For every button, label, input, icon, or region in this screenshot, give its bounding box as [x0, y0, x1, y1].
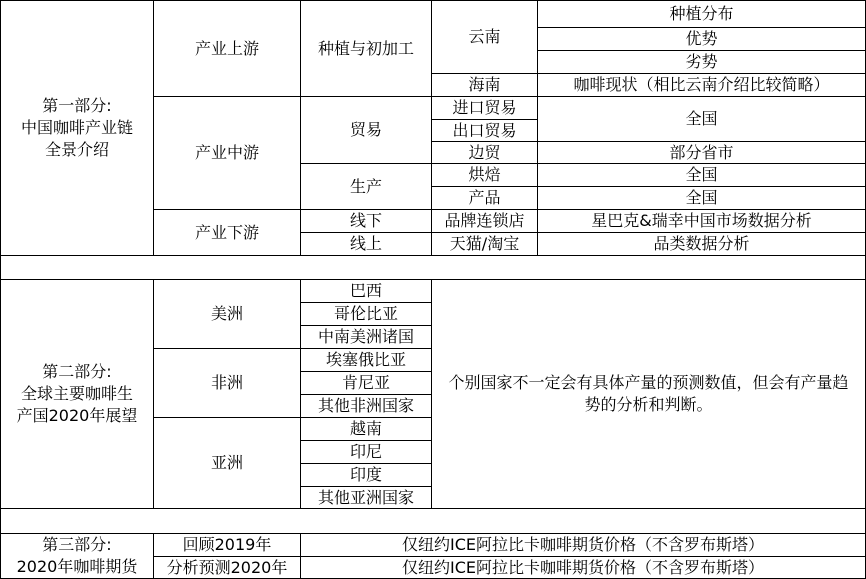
import-export-scope: 全国: [537, 96, 866, 142]
spacer-row-1: [0, 255, 866, 280]
border-trade-scope: 部分省市: [537, 141, 866, 164]
export-trade: 出口贸易: [431, 119, 538, 142]
section3-title-line2: 2020年咖啡期货: [16, 557, 138, 576]
online-desc: 品类数据分析: [537, 232, 866, 256]
section3-title-line1: 第三部分:: [42, 535, 112, 554]
section3-title: [0, 533, 154, 579]
review-2019-label: 回顾2019年: [153, 533, 301, 557]
section2-title-line1: 第二部分:: [42, 362, 112, 381]
offline-channel: 品牌连锁店: [431, 209, 538, 233]
country-indonesia: 印尼: [300, 440, 432, 464]
forecast-2020-label: 分析预测2020年: [153, 556, 301, 579]
yunnan-item-distribution: 种植分布: [537, 0, 866, 28]
country-central-south-america: 中南美洲诸国: [300, 325, 432, 349]
spacer-row-2: [0, 508, 866, 534]
offline-desc: 星巴克&瑞幸中国市场数据分析: [537, 209, 866, 233]
section1-title-line2: 中国咖啡产业链: [20, 118, 133, 137]
country-other-asia: 其他亚洲国家: [300, 486, 432, 509]
country-kenya: 肯尼亚: [300, 371, 432, 395]
upstream-sub: 种植与初加工: [300, 0, 432, 97]
section2-note: 个别国家不一定会有具体产量的预测数值，但会有产量趋势的分析和判断。: [431, 279, 866, 509]
country-ethiopia: 埃塞俄比亚: [300, 348, 432, 372]
product: 产品: [431, 186, 538, 210]
section1-title-line1: 第一部分:: [42, 96, 112, 115]
import-trade: 进口贸易: [431, 96, 538, 120]
yunnan-label: 云南: [431, 0, 538, 74]
online-channel: 天猫/淘宝: [431, 232, 538, 256]
midstream-label: 产业中游: [153, 96, 301, 210]
section2-title-line3: 产国2020年展望: [16, 406, 138, 425]
offline-label: 线下: [300, 209, 432, 233]
online-label: 线上: [300, 232, 432, 256]
country-vietnam: 越南: [300, 417, 432, 441]
region-asia: 亚洲: [153, 417, 301, 509]
hainan-label: 海南: [431, 73, 538, 97]
border-trade: 边贸: [431, 141, 538, 164]
hainan-desc: 咖啡现状（相比云南介绍比较简略）: [537, 73, 866, 97]
review-2019-desc: 仅纽约ICE阿拉比卡咖啡期货价格（不含罗布斯塔）: [300, 533, 866, 557]
section1-title: [0, 0, 154, 256]
region-americas: 美洲: [153, 279, 301, 349]
production-label: 生产: [300, 163, 432, 210]
section1-title-line3: 全景介绍: [44, 140, 109, 159]
roasting-scope: 全国: [537, 163, 866, 187]
section2-title: [0, 279, 154, 509]
yunnan-item-strengths: 优势: [537, 27, 866, 51]
trade-label: 贸易: [300, 96, 432, 164]
roasting: 烘焙: [431, 163, 538, 187]
downstream-label: 产业下游: [153, 209, 301, 256]
region-africa: 非洲: [153, 348, 301, 418]
forecast-2020-desc: 仅纽约ICE阿拉比卡咖啡期货价格（不含罗布斯塔）: [300, 556, 866, 579]
upstream-label: 产业上游: [153, 0, 301, 97]
country-brazil: 巴西: [300, 279, 432, 303]
country-india: 印度: [300, 463, 432, 487]
section2-title-line2: 全球主要咖啡生: [20, 384, 133, 403]
country-colombia: 哥伦比亚: [300, 302, 432, 326]
country-other-africa: 其他非洲国家: [300, 394, 432, 418]
yunnan-item-weaknesses: 劣势: [537, 50, 866, 74]
product-scope: 全国: [537, 186, 866, 210]
